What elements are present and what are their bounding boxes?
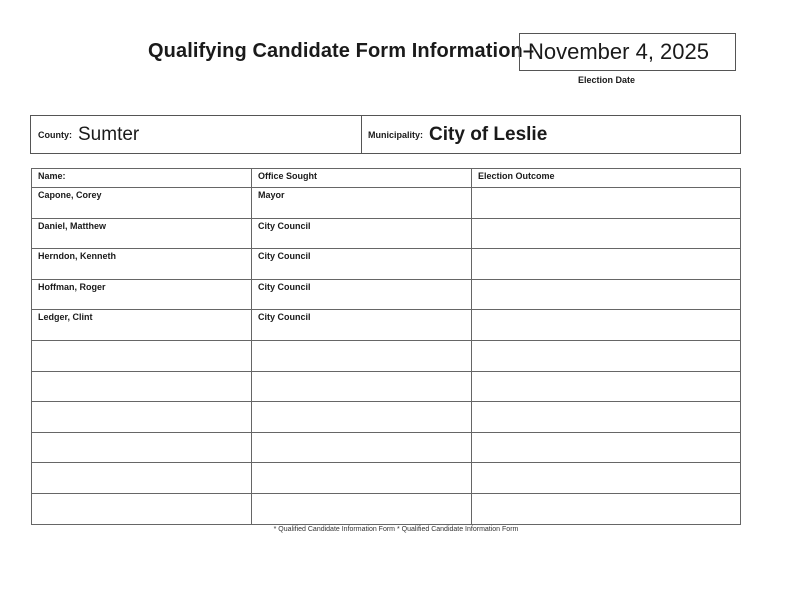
table-row	[32, 340, 741, 371]
election-date-label: Election Date	[578, 75, 636, 85]
candidates-table	[31, 168, 741, 525]
header-election-outcome: Election Outcome	[472, 169, 741, 188]
table-row	[32, 279, 741, 310]
candidate-name-cell[interactable]: Capone, Corey	[32, 188, 252, 219]
header-name: Name:	[32, 169, 252, 188]
office-sought-cell[interactable]: City Council	[252, 310, 472, 341]
office-sought-cell[interactable]: City Council	[252, 279, 472, 310]
table-row	[32, 310, 741, 341]
candidate-name-cell[interactable]	[32, 402, 252, 433]
table-header-row	[32, 169, 741, 188]
election-outcome-cell[interactable]	[472, 432, 741, 463]
election-outcome-cell[interactable]	[472, 463, 741, 494]
office-sought-cell[interactable]	[252, 493, 472, 524]
election-outcome-cell[interactable]	[472, 279, 741, 310]
form-title: Qualifying Candidate Form Information–	[148, 40, 535, 62]
candidate-name-cell[interactable]: Herndon, Kenneth	[32, 249, 252, 280]
municipality-value[interactable]: City of Leslie	[429, 123, 548, 145]
election-outcome-cell[interactable]	[472, 310, 741, 341]
candidate-name-cell[interactable]	[32, 463, 252, 494]
table-row	[32, 188, 741, 219]
election-outcome-cell[interactable]	[472, 249, 741, 280]
election-outcome-cell[interactable]	[472, 340, 741, 371]
county-value[interactable]: Sumter	[78, 123, 140, 145]
table-row	[32, 432, 741, 463]
office-sought-cell[interactable]	[252, 402, 472, 433]
county-cell	[31, 116, 362, 153]
candidate-name-cell[interactable]: Hoffman, Roger	[32, 279, 252, 310]
election-date-field[interactable]: November 4, 2025	[519, 33, 736, 71]
county-label: County:	[38, 129, 72, 140]
election-outcome-cell[interactable]	[472, 493, 741, 524]
candidate-name-cell[interactable]: Daniel, Matthew	[32, 218, 252, 249]
office-sought-cell[interactable]	[252, 371, 472, 402]
table-row	[32, 463, 741, 494]
footer-note: * Qualified Candidate Information Form * Qualified Candidate Information Form	[273, 526, 519, 533]
candidate-name-cell[interactable]	[32, 432, 252, 463]
table-row	[32, 402, 741, 433]
candidate-name-cell[interactable]	[32, 371, 252, 402]
municipality-cell	[362, 116, 740, 153]
table-row	[32, 493, 741, 524]
office-sought-cell[interactable]: Mayor	[252, 188, 472, 219]
table-row	[32, 249, 741, 280]
office-sought-cell[interactable]	[252, 463, 472, 494]
office-sought-cell[interactable]: City Council	[252, 218, 472, 249]
election-outcome-cell[interactable]	[472, 402, 741, 433]
header-office-sought: Office Sought	[252, 169, 472, 188]
candidate-name-cell[interactable]	[32, 340, 252, 371]
office-sought-cell[interactable]: City Council	[252, 249, 472, 280]
location-box	[30, 115, 741, 154]
office-sought-cell[interactable]	[252, 432, 472, 463]
election-outcome-cell[interactable]	[472, 371, 741, 402]
election-outcome-cell[interactable]	[472, 188, 741, 219]
table-row	[32, 218, 741, 249]
municipality-label: Municipality:	[368, 129, 424, 140]
candidate-name-cell[interactable]: Ledger, Clint	[32, 310, 252, 341]
candidate-name-cell[interactable]	[32, 493, 252, 524]
election-outcome-cell[interactable]	[472, 218, 741, 249]
table-row	[32, 371, 741, 402]
office-sought-cell[interactable]	[252, 340, 472, 371]
